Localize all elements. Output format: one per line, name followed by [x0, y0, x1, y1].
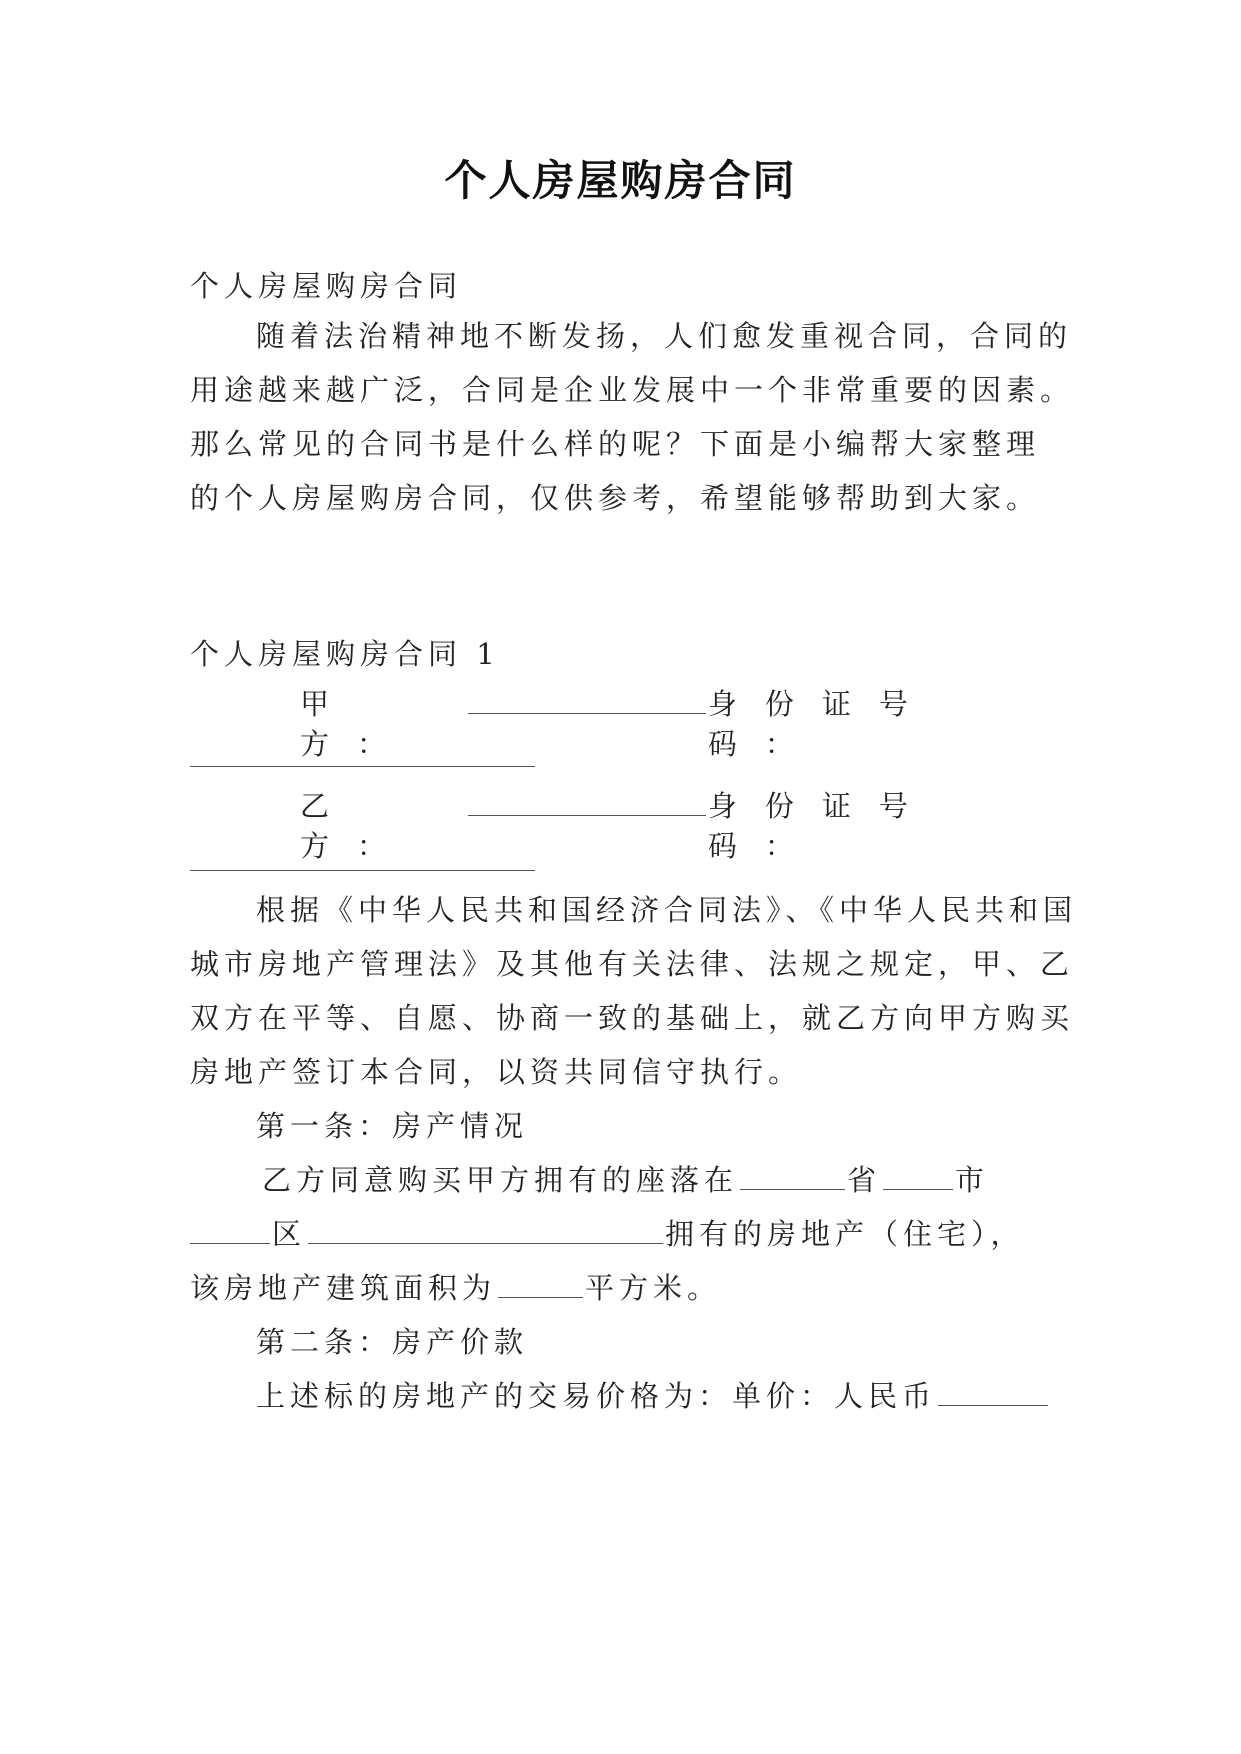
- party-a-row: [300, 684, 1040, 764]
- party-a-label: 甲方：: [300, 687, 415, 761]
- city-blank[interactable]: [883, 1163, 953, 1190]
- intro-line-4: 的个人房屋购房合同，仅供参考，希望能够帮助到大家。: [190, 481, 1041, 515]
- area-blank[interactable]: [498, 1271, 583, 1298]
- article2-line-1: [256, 1376, 1126, 1416]
- party-b-row: [300, 786, 1040, 866]
- basis-line-2: 城市房地产管理法》及其他有关法律、法规之规定，甲、乙: [190, 947, 1075, 981]
- subtitle: 个人房屋购房合同: [190, 269, 463, 303]
- province-blank[interactable]: [740, 1163, 845, 1190]
- document-title: 个人房屋购房合同: [444, 156, 797, 205]
- article1-line-2: [190, 1214, 1060, 1254]
- unit-price-blank[interactable]: [938, 1379, 1048, 1406]
- party-a-name-blank[interactable]: [468, 687, 706, 714]
- article1-line-3: [190, 1268, 1060, 1308]
- province-label: 省: [847, 1163, 882, 1197]
- article1-line-1: [262, 1160, 1132, 1200]
- article2-text: 上述标的房地产的交易价格为：单价：人民币: [256, 1379, 937, 1413]
- party-b-label: 乙方：: [300, 789, 415, 863]
- area-prefix: 该房地产建筑面积为: [190, 1271, 497, 1305]
- party-b-name-blank[interactable]: [468, 789, 706, 816]
- owned-text: 拥有的房地产（住宅），: [665, 1217, 1025, 1251]
- article2-title: 第二条：房产价款: [256, 1325, 529, 1359]
- intro-line-3: 那么常见的合同书是什么样的呢？下面是小编帮大家整理: [190, 427, 1041, 461]
- basis-line-3: 双方在平等、自愿、协商一致的基础上，就乙方向甲方购买: [190, 1001, 1075, 1035]
- intro-line-1: 随着法治精神地不断发扬，人们愈发重视合同，合同的: [256, 319, 1073, 353]
- city-label: 市: [955, 1163, 990, 1197]
- article1-title: 第一条：房产情况: [256, 1109, 529, 1143]
- intro-line-2: 用途越来越广泛，合同是企业发展中一个非常重要的因素。: [190, 373, 1075, 407]
- party-b-id-blank[interactable]: [190, 870, 535, 871]
- area-unit: 平方米。: [585, 1271, 722, 1305]
- district-blank[interactable]: [190, 1217, 270, 1244]
- address-blank[interactable]: [308, 1217, 663, 1244]
- party-a-id-label: 身份证号码：: [707, 687, 936, 761]
- article1-text: 乙方同意购买甲方拥有的座落在: [262, 1163, 739, 1197]
- basis-line-1: 根据《中华人民共和国经济合同法》、《中华人民共和国: [256, 893, 1078, 927]
- party-b-id-label: 身份证号码：: [707, 789, 936, 863]
- basis-line-4: 房地产签订本合同，以资共同信守执行。: [190, 1055, 803, 1089]
- party-a-id-blank[interactable]: [190, 766, 535, 767]
- district-label: 区: [272, 1217, 307, 1251]
- section-title: 个人房屋购房合同 1: [190, 637, 500, 671]
